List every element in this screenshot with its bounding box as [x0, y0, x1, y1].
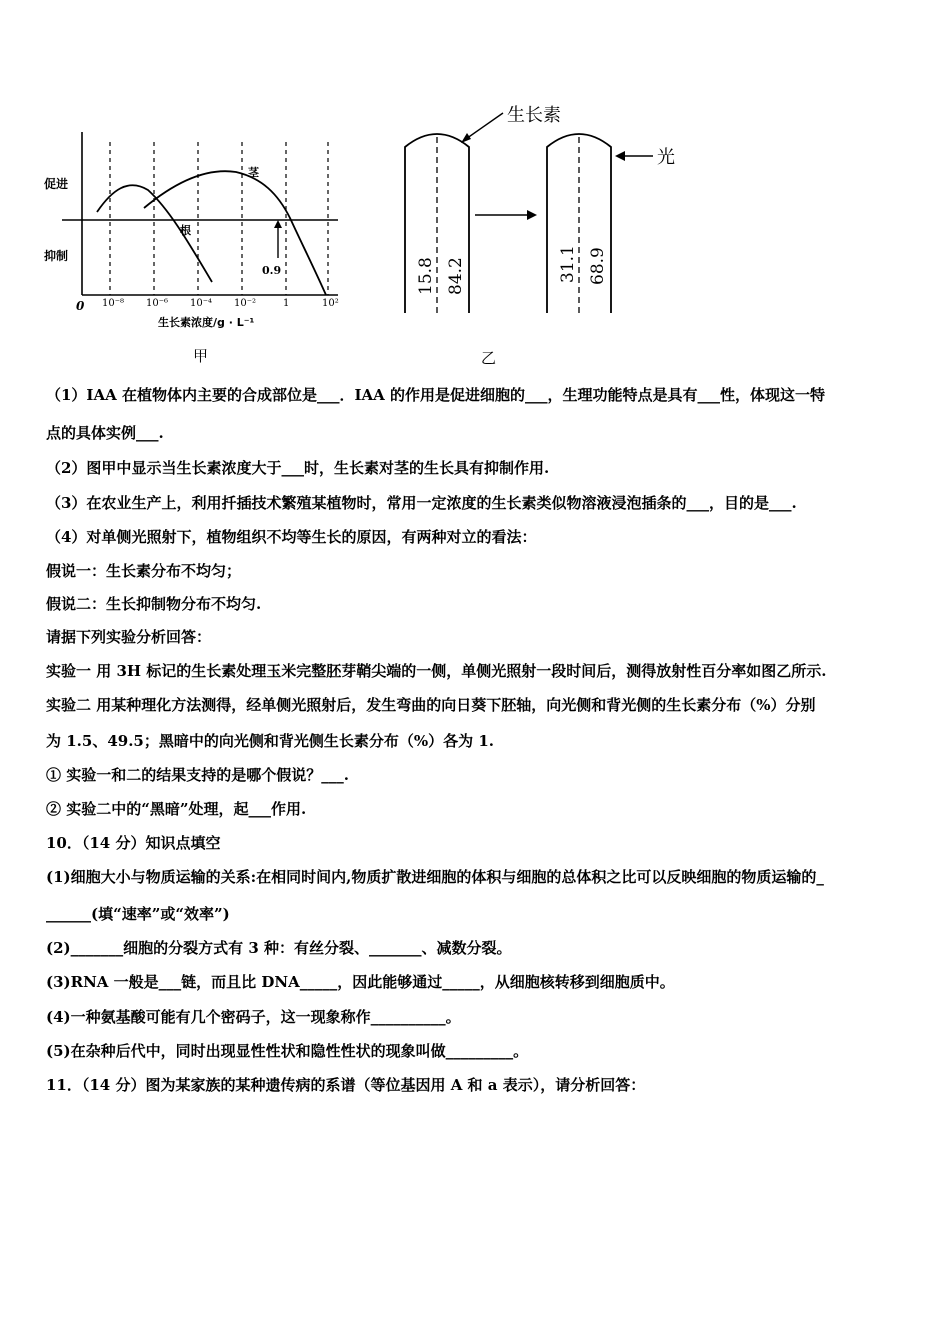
label-stem: 茎 [248, 166, 259, 179]
hypothesis-1: 假说一：生长素分布不均匀； [46, 562, 242, 580]
question-11-title: 11．（14 分）图为某家族的某种遗传病的系谱（等位基因用 A 和 a 表示），请分析回答： [46, 1076, 646, 1094]
value-before-right: 84.2 [446, 257, 466, 295]
hypothesis-2: 假说二：生长抑制物分布不均匀. [46, 595, 262, 613]
experiment-2-line-1: 实验二 用某种理化方法测得，经单侧光照射后，发生弯曲的向日葵下胚轴，向光侧和背光侧的生长素分布（%）分别 [46, 696, 816, 714]
x-axis-label: 生长素浓度/g · L⁻¹ [158, 316, 255, 329]
question-9-1-line-2: 点的具体实例___. [46, 424, 164, 442]
label-inhibit: 抑制 [44, 249, 69, 263]
value-before-left: 15.8 [416, 257, 436, 295]
label-root: 根 [180, 224, 191, 237]
dashed-gridlines [110, 142, 328, 295]
label-light: 光 [657, 147, 675, 168]
question-10-3: (3)RNA 一般是___链，而且比 DNA_____，因此能够通过_____，从细胞核转移到细胞质中。 [46, 973, 675, 991]
marker-arrow [274, 220, 282, 228]
figure-jia [40, 120, 370, 370]
question-9-4: （4）对单侧光照射下，植物组织不均等生长的原因，有两种对立的看法： [46, 528, 537, 546]
tick-5: 1 [283, 298, 290, 309]
label-marker: 0.9 [262, 264, 282, 277]
instruction: 请据下列实验分析回答： [46, 628, 212, 646]
stem-curve [144, 171, 326, 295]
sub-question-1: ① 实验一和二的结果支持的是哪个假说？___. [46, 766, 349, 784]
tick-2: 10⁻⁶ [146, 298, 169, 309]
sub-question-2: ② 实验二中的“黑暗”处理，起___作用. [46, 800, 307, 818]
question-10-4: (4)一种氨基酸可能有几个密码子，这一现象称作__________。 [46, 1008, 461, 1026]
question-10-1-line-2: ______(填“速率”或“效率”) [46, 905, 230, 923]
caption-jia: 甲 [193, 347, 209, 365]
value-after-left: 31.1 [558, 245, 578, 283]
caption-yi: 乙 [481, 349, 497, 367]
tick-4: 10⁻² [234, 298, 257, 309]
question-10-5: (5)在杂种后代中，同时出现显性性状和隐性性状的现象叫做_________。 [46, 1042, 529, 1060]
tick-1: 10⁻⁸ [102, 298, 125, 309]
question-9-2: （2）图甲中显示当生长素浓度大于___时，生长素对茎的生长具有抑制作用. [46, 459, 550, 477]
question-10-title: 10．（14 分）知识点填空 [46, 834, 221, 852]
tick-6: 10² [322, 298, 339, 309]
question-10-1-line-1: (1)细胞大小与物质运输的关系:在相同时间内,物质扩散进细胞的体积与细胞的总体积之比可以反映细胞的物质运输的_ [46, 868, 824, 886]
value-after-right: 68.9 [588, 247, 608, 285]
auxin-pointer-head [461, 133, 471, 143]
tick-3: 10⁻⁴ [190, 298, 213, 309]
experiment-1: 实验一 用 3H 标记的生长素处理玉米完整胚芽鞘尖端的一侧，单侧光照射一段时间后，测得放射性百分率如图乙所示. [46, 662, 827, 680]
light-arrow-head [615, 151, 625, 161]
question-9-1-line-1: （1）IAA 在植物体内主要的合成部位是___．IAA 的作用是促进细胞的___，生理功能特点是具有___性，体现这一特 [46, 386, 825, 404]
experiment-2-line-2: 为 1.5、49.5；黑暗中的向光侧和背光侧生长素分布（%）各为 1. [46, 732, 494, 750]
label-auxin: 生长素 [507, 105, 561, 126]
question-10-2: (2)_______细胞的分裂方式有 3 种：有丝分裂、_______、减数分裂。 [46, 939, 512, 957]
transition-arrow-head [527, 210, 537, 220]
question-9-3: （3）在农业生产上，利用扦插技术繁殖某植物时，常用一定浓度的生长素类似物溶液浸泡插条的___，目的是___. [46, 494, 797, 512]
label-promote: 促进 [44, 177, 69, 191]
label-origin: 0 [76, 299, 85, 313]
figure-yi [395, 95, 695, 370]
